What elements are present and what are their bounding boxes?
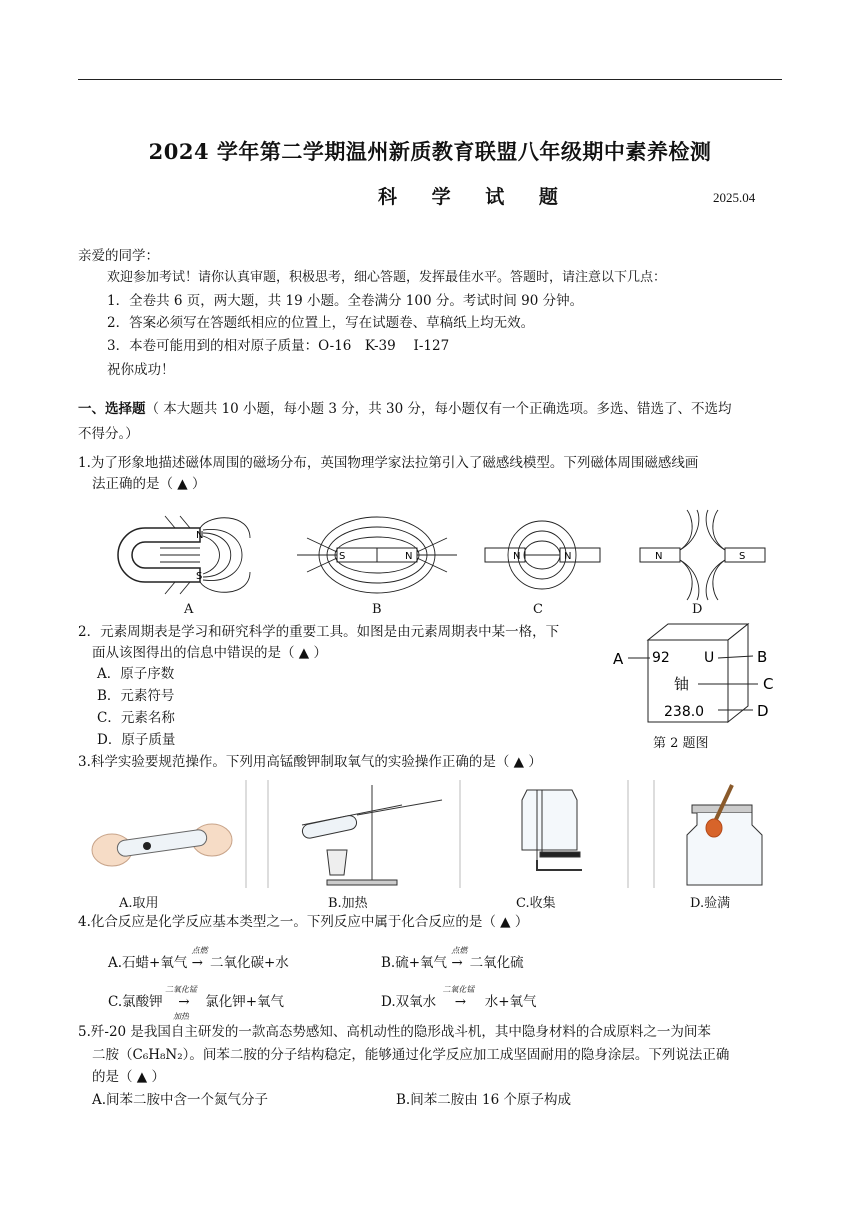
q4-option-b [381, 946, 524, 973]
q1c-pole-n2: N [564, 551, 572, 562]
q4a-arrow-block [191, 946, 208, 973]
q1-option-c: C [533, 602, 543, 617]
q4c-right: 氯化钾+氧气 [205, 994, 285, 1010]
cell-name: 铀 [674, 675, 690, 693]
q5-text-2: 二胺（C₆H₈N₂）。间苯二胺的分子结构稳定，能够通过化学反应加工成坚固耐用的隐身涂层。下列说法正确 [92, 1047, 730, 1063]
q2-element-cell-figure [608, 620, 790, 728]
q4c-arrow: → [178, 994, 190, 1010]
note-2: 2．答案必须写在答题纸相应的位置上，写在试题卷、草稿纸上均无效。 [107, 315, 535, 331]
q4d-arrow: → [454, 994, 467, 1010]
q1-figure-c [480, 508, 605, 603]
note-3: 3．本卷可能用到的相对原子质量：O-16 K-39 I-127 [107, 338, 450, 354]
greeting: 亲爱的同学： [78, 248, 159, 264]
header-rule [78, 79, 782, 80]
q4a-left: A.石蜡+氧气 [108, 955, 188, 971]
pointer-d: D [757, 702, 769, 720]
q3a-hands-tube [92, 824, 232, 866]
section-desc: （ 本大题共 10 小题，每小题 3 分，共 30 分，每小题仅有一个正确选项。多选、错选了、不选均 [145, 401, 732, 417]
wish-text: 祝你成功！ [107, 362, 175, 378]
q4-option-d [381, 985, 537, 1012]
q5-text-1: 5.歼-20 是我国自主研发的一款高态势感知、高机动性的隐形战斗机，其中隐身材料的合成原料之一为间苯 [78, 1024, 711, 1040]
q4b-left: B.硫+氧气 [381, 955, 448, 971]
q1-option-b: B [372, 602, 382, 617]
q4a-right: 二氧化碳+水 [209, 955, 289, 971]
q1-option-a: A [184, 602, 194, 617]
q3-figure-strip [82, 780, 778, 890]
q3c-collection-bottle [522, 790, 582, 870]
q4b-arrow: → [451, 955, 463, 971]
q2-caption: 第 2 题图 [653, 736, 709, 751]
q2-option-c: C．元素名称 [97, 710, 175, 726]
q5-option-b: B.间苯二胺由 16 个原子构成 [396, 1092, 571, 1108]
q3b-heating-apparatus [301, 785, 442, 885]
q3-option-b: B.加热 [328, 896, 368, 911]
q1a-pole-s: S [196, 571, 203, 582]
exam-subtitle: 科 学 试 题 [378, 186, 572, 208]
q1-figure-d [635, 508, 770, 603]
q1b-pole-n: N [405, 551, 413, 562]
q1d-pole-n: N [655, 551, 663, 562]
q4c-condition-bottom: 加热 [172, 1012, 189, 1021]
exam-date: 2025.04 [713, 190, 756, 205]
q2-option-a: A．原子序数 [97, 666, 175, 682]
pointer-c: C [763, 675, 774, 693]
q5-option-a: A.间苯二胺中含一个氮气分子 [92, 1092, 269, 1108]
pointer-a: A [613, 650, 624, 668]
q1d-pole-s: S [739, 551, 746, 562]
cell-mass: 238.0 [664, 704, 705, 720]
section-desc-2: 不得分。） [78, 426, 139, 442]
q3-text: 3.科学实验要规范操作。下列用高锰酸钾制取氧气的实验操作正确的是（ ▲ ） [78, 754, 542, 770]
welcome-text: 欢迎参加考试！请你认真审题，积极思考，细心答题，发挥最佳水平。答题时，请注意以下几点： [107, 270, 667, 285]
q1-text-1: 1.为了形象地描述磁体周围的磁场分布，英国物理学家法拉第引入了磁感线模型。下列磁体周围磁感线画 [78, 455, 699, 471]
q4c-left: C.氯酸钾 [108, 994, 163, 1010]
cell-number: 92 [652, 650, 670, 666]
q1-text-2: 法正确的是（ ▲ ） [92, 476, 206, 492]
q4c-condition-top: 二氧化锰 [164, 985, 197, 994]
q4d-condition: 二氧化锰 [442, 985, 475, 994]
exam-title: 2024 学年第二学期温州新质教育联盟八年级期中素养检测 [148, 139, 712, 164]
q2-option-d: D．原子质量 [97, 732, 176, 748]
q4c-arrow-block [164, 985, 201, 1021]
q1-option-d: D [692, 602, 703, 617]
section-heading: 一、选择题 [78, 401, 146, 417]
q1-figure-b [292, 508, 462, 603]
note-1: 1．全卷共 6 页，两大题，共 19 小题。全卷满分 100 分。考试时间 90 分钟。 [107, 293, 584, 309]
q4-option-c [108, 985, 285, 1021]
q4a-arrow: → [191, 955, 203, 971]
q2-option-b: B．元素符号 [97, 688, 175, 704]
q4b-arrow-block [451, 946, 468, 973]
q4-text: 4.化合反应是化学反应基本类型之一。下列反应中属于化合反应的是（ ▲ ） [78, 914, 529, 930]
q4-option-a [108, 946, 289, 973]
q2-text-2: 面从该图得出的信息中错误的是（ ▲ ） [92, 645, 327, 661]
pointer-b: B [757, 648, 768, 666]
q1a-pole-n: N [196, 530, 204, 541]
q1c-pole-n: N [513, 551, 521, 562]
q3-option-c: C.收集 [516, 896, 556, 911]
q2-text-1: 2．元素周期表是学习和研究科学的重要工具。如图是由元素周期表中某一格，下 [78, 624, 560, 640]
q1b-pole-s: S [339, 551, 346, 562]
q3-option-d: D.验满 [690, 896, 731, 911]
q3d-flask-and-match [687, 785, 762, 885]
q3-figures [82, 780, 778, 890]
q5-text-3: 的是（ ▲ ） [92, 1069, 165, 1085]
q4d-right: 水+氧气 [484, 994, 537, 1010]
q4b-right: 二氧化硫 [469, 955, 524, 971]
q1-figure-a [100, 508, 260, 603]
cell-symbol: U [704, 650, 715, 666]
section-heading-block [78, 399, 731, 419]
q4d-arrow-block [440, 985, 480, 1012]
q4a-condition: 点燃 [191, 946, 208, 955]
q3-option-a: A.取用 [119, 896, 159, 911]
q4b-condition: 点燃 [451, 946, 468, 955]
q4d-left: D.双氧水 [381, 994, 437, 1010]
